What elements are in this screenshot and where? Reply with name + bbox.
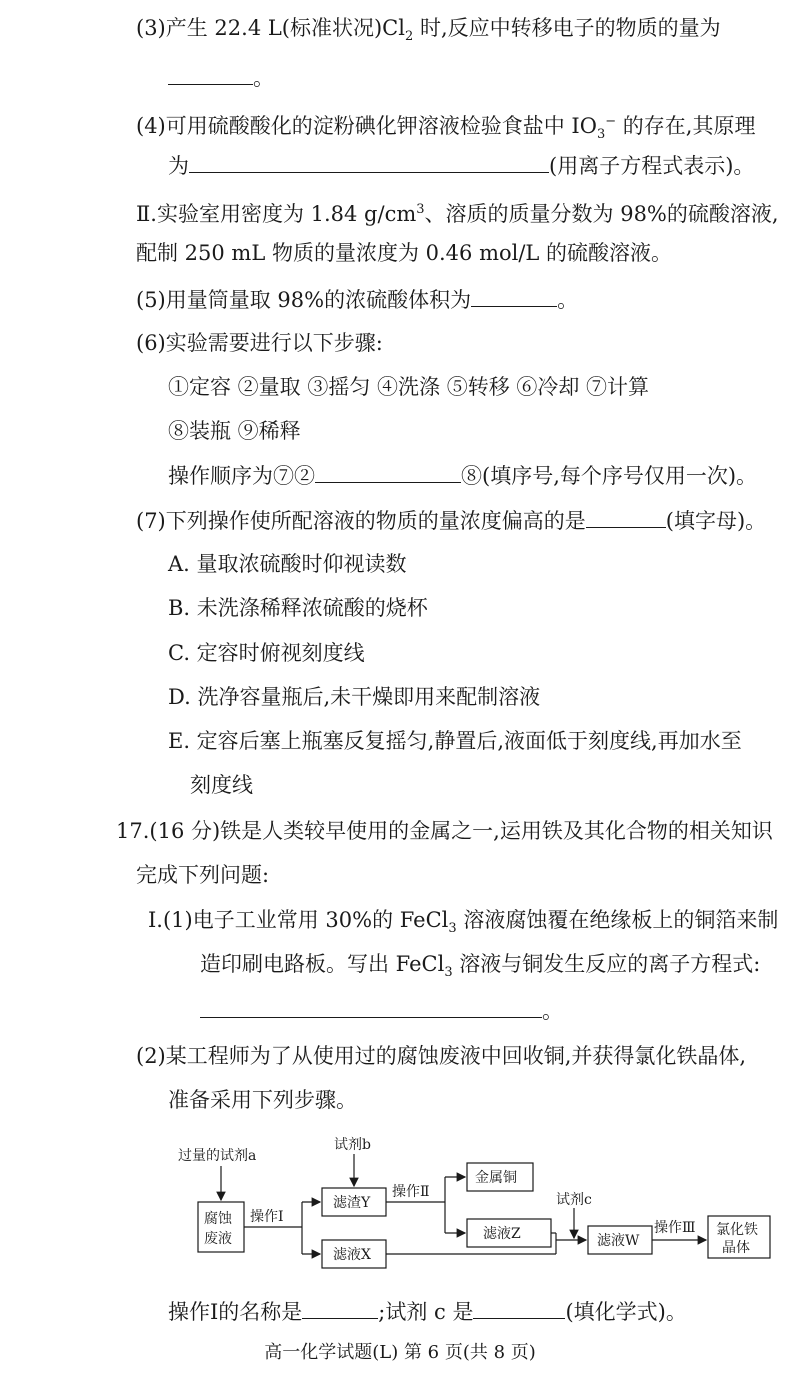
process-flow-diagram bbox=[170, 1132, 780, 1282]
metal-copper-label: 金属铜 bbox=[475, 1170, 517, 1186]
q6-answer-blank[interactable] bbox=[315, 460, 461, 483]
q4-line1: (4)可用硫酸酸化的淀粉碘化钾溶液检验食盐中 $IO_3^-$ 的存在,其原理 bbox=[136, 114, 756, 143]
reagent-b-label: 试剂b bbox=[334, 1137, 371, 1153]
crystal-label-1: 氯化铁 bbox=[716, 1222, 758, 1238]
waste-liquid-label-1: 腐蚀 bbox=[204, 1211, 232, 1227]
q6-steps-line2: ⑧装瓶 ⑨稀释 bbox=[168, 419, 301, 443]
operation-1-name-blank[interactable] bbox=[302, 1296, 378, 1319]
operation-3-label: 操作Ⅲ bbox=[654, 1220, 696, 1236]
q3-line1: (3)产生 22.4 L(标准状况)$Cl_2$ 时,反应中转移电子的物质的量为 bbox=[136, 16, 721, 45]
q6-steps-line1: ①定容 ②量取 ③摇匀 ④洗涤 ⑤转移 ⑥冷却 ⑦计算 bbox=[168, 375, 650, 399]
reagent-a-label: 过量的试剂a bbox=[178, 1148, 257, 1164]
page-footer: 高一化学试题(L) 第 6 页(共 8 页) bbox=[264, 1342, 536, 1363]
q17-1-line3: 。 bbox=[200, 995, 563, 1026]
q7-line: (7)下列操作使所配溶液的物质的量浓度偏高的是 (填字母)。 bbox=[136, 505, 766, 536]
q3-answer-blank[interactable] bbox=[168, 62, 253, 85]
waste-liquid-label-2: 废液 bbox=[204, 1231, 232, 1247]
q7-answer-blank[interactable] bbox=[586, 505, 666, 528]
filtrate-z-label: 滤液Z bbox=[483, 1226, 521, 1242]
operation-1-label: 操作Ⅰ bbox=[250, 1209, 284, 1225]
q17-1-line2: 造印刷电路板。写出 FeCl$_3$ 溶液与铜发生反应的离子方程式: bbox=[200, 952, 761, 981]
q6-line: (6)实验需要进行以下步骤: bbox=[136, 331, 383, 355]
q7-option-c: C. 定容时俯视刻度线 bbox=[168, 641, 365, 665]
q7-option-a: A. 量取浓硫酸时仰视读数 bbox=[168, 552, 407, 576]
q17-1-answer-blank[interactable] bbox=[200, 995, 542, 1018]
q17-2-line1: (2)某工程师为了从使用过的腐蚀废液中回收铜,并获得氯化铁晶体, bbox=[136, 1044, 747, 1068]
operation-2-label: 操作Ⅱ bbox=[392, 1184, 430, 1200]
q4-answer-blank[interactable] bbox=[189, 150, 549, 173]
q5-answer-blank[interactable] bbox=[471, 284, 557, 307]
q17-1-line1: Ⅰ.(1)电子工业常用 30%的 FeCl$_3$ 溶液腐蚀覆在绝缘板上的铜箔来制 bbox=[148, 908, 779, 937]
part2-line1: Ⅱ.实验室用密度为 1.84 $g/cm^3$、溶质的质量分数为 98%的硫酸溶液, bbox=[136, 202, 779, 226]
reagent-c-label: 试剂c bbox=[556, 1192, 592, 1208]
q6-order-line: 操作顺序为⑦② ⑧(填序号,每个序号仅用一次)。 bbox=[168, 460, 757, 491]
filtrate-x-label: 滤液X bbox=[333, 1247, 371, 1263]
q3-line2: 。 bbox=[168, 62, 274, 93]
crystal-label-2: 晶体 bbox=[722, 1240, 750, 1256]
q7-option-b: B. 未洗涤稀释浓硫酸的烧杯 bbox=[168, 596, 428, 620]
q7-option-e-cont: 刻度线 bbox=[190, 773, 253, 797]
reagent-c-formula-blank[interactable] bbox=[473, 1296, 565, 1319]
residue-y-label: 滤渣Y bbox=[333, 1195, 371, 1211]
q17-2-final-line: 操作Ⅰ的名称是 ;试剂 c 是 (填化学式)。 bbox=[168, 1296, 687, 1327]
q7-option-d: D. 洗净容量瓶后,未干燥即用来配制溶液 bbox=[168, 685, 541, 709]
q17-line1: 17.(16 分)铁是人类较早使用的金属之一,运用铁及其化合物的相关知识 bbox=[116, 819, 773, 843]
q4-line2: 为 (用离子方程式表示)。 bbox=[168, 150, 754, 181]
q5-line: (5)用量筒量取 98%的浓硫酸体积为 。 bbox=[136, 284, 578, 315]
q17-2-line2: 准备采用下列步骤。 bbox=[168, 1088, 357, 1112]
q7-option-e: E. 定容后塞上瓶塞反复摇匀,静置后,液面低于刻度线,再加水至 bbox=[168, 729, 742, 753]
q17-line2: 完成下列问题: bbox=[136, 863, 270, 887]
part2-line2: 配制 250 mL 物质的量浓度为 0.46 mol/L 的硫酸溶液。 bbox=[136, 241, 673, 265]
filtrate-w-label: 滤液W bbox=[597, 1233, 640, 1249]
